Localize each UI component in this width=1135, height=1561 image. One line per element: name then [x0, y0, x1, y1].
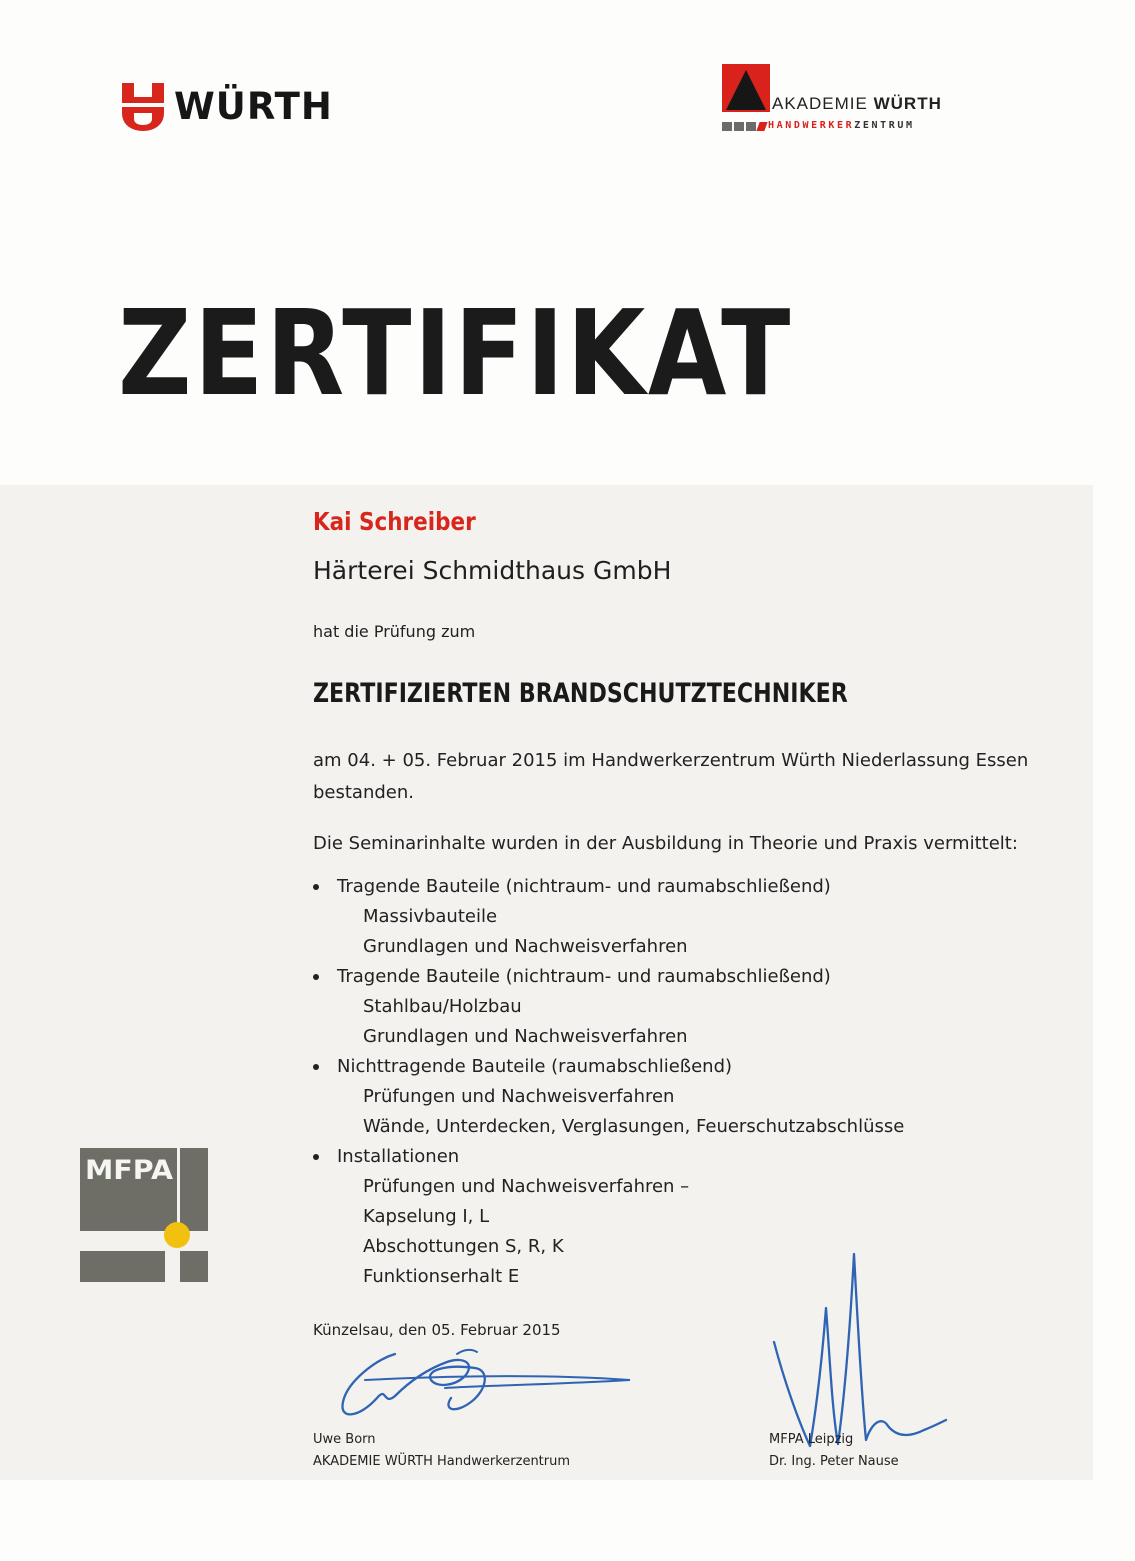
wurth-mark-icon [122, 83, 164, 131]
akademie-wurth-logo [722, 64, 982, 136]
wurth-logo-text: WÜRTH [174, 85, 333, 128]
topic-title [313, 1142, 1013, 1172]
akademie-logo-line1 [772, 94, 942, 114]
place-date: Künzelsau, den 05. Februar 2015 [313, 1321, 561, 1339]
topic-subitem: Massivbauteile [363, 906, 498, 927]
mfpa-logo-text: MFPA [85, 1155, 174, 1186]
statement-prefix: hat die Prüfung zum [313, 622, 476, 641]
signature-uwe-born [325, 1340, 645, 1430]
zentrum-word: ZENTRUM [854, 120, 915, 131]
topic-title [313, 962, 1013, 992]
bullet-icon [313, 1154, 319, 1160]
topic-subitem: Wände, Unterdecken, Verglasungen, Feuerschutzabschlüsse [363, 1116, 905, 1137]
handwerker-word: HANDWERKER [768, 120, 855, 131]
topic-item [313, 962, 1013, 1052]
topic-item [313, 1052, 1013, 1142]
topic-item [313, 872, 1013, 962]
wurth-logo [122, 83, 342, 133]
qualification-title: ZERTIFIZIERTEN BRANDSCHUTZTECHNIKER [313, 678, 848, 709]
topic-list [313, 872, 1013, 1292]
signatory1-organization: AKADEMIE WÜRTH Handwerkerzentrum [313, 1454, 571, 1469]
topic-subitem: Abschottungen S, R, K [363, 1236, 564, 1257]
akademie-word: AKADEMIE [772, 94, 868, 113]
certificate-title: ZERTIFIKAT [118, 284, 793, 422]
signature-peter-nause [770, 1250, 960, 1450]
akademie-bar [722, 122, 768, 131]
topic-title [313, 872, 1013, 902]
akademie-wurth-word: WÜRTH [873, 94, 942, 113]
signatory1-name: Uwe Born [313, 1432, 376, 1447]
signatory2-organization: MFPA Leipzig [769, 1432, 854, 1447]
bullet-icon [313, 1064, 319, 1070]
topic-subitem: Grundlagen und Nachweisverfahren [363, 1026, 688, 1047]
akademie-logo-line2 [768, 120, 915, 132]
bullet-icon [313, 974, 319, 980]
topic-title-text: Nichttragende Bauteile (raumabschließend) [337, 1056, 733, 1077]
mfpa-logo [80, 1148, 208, 1282]
topic-subitem: Prüfungen und Nachweisverfahren [363, 1086, 675, 1107]
topic-title-text: Tragende Bauteile (nichtraum- und raumabschließend) [337, 876, 831, 897]
topic-subitem: Stahlbau/Holzbau [363, 996, 522, 1017]
topic-subitem: Funktionserhalt E [363, 1266, 520, 1287]
signatory2-name: Dr. Ing. Peter Nause [769, 1454, 899, 1469]
content-intro: Die Seminarinhalte wurden in der Ausbildung in Theorie und Praxis vermittelt: [313, 833, 1018, 854]
topic-subitem: Grundlagen und Nachweisverfahren [363, 936, 688, 957]
topic-subitem: Kapselung I, L [363, 1206, 490, 1227]
topic-subitem: Prüfungen und Nachweisverfahren – [363, 1176, 690, 1197]
recipient-company: Härterei Schmidthaus GmbH [313, 556, 672, 585]
recipient-name: Kai Schreiber [313, 507, 476, 536]
topic-title-text: Tragende Bauteile (nichtraum- und raumabschließend) [337, 966, 831, 987]
passed-text: bestanden. [313, 782, 415, 803]
topic-title [313, 1052, 1013, 1082]
exam-date-location: am 04. + 05. Februar 2015 im Handwerkerzentrum Würth Niederlassung Essen [313, 750, 1029, 771]
akademie-triangle-icon [722, 64, 770, 112]
bullet-icon [313, 884, 319, 890]
topic-title-text: Installationen [337, 1146, 460, 1167]
